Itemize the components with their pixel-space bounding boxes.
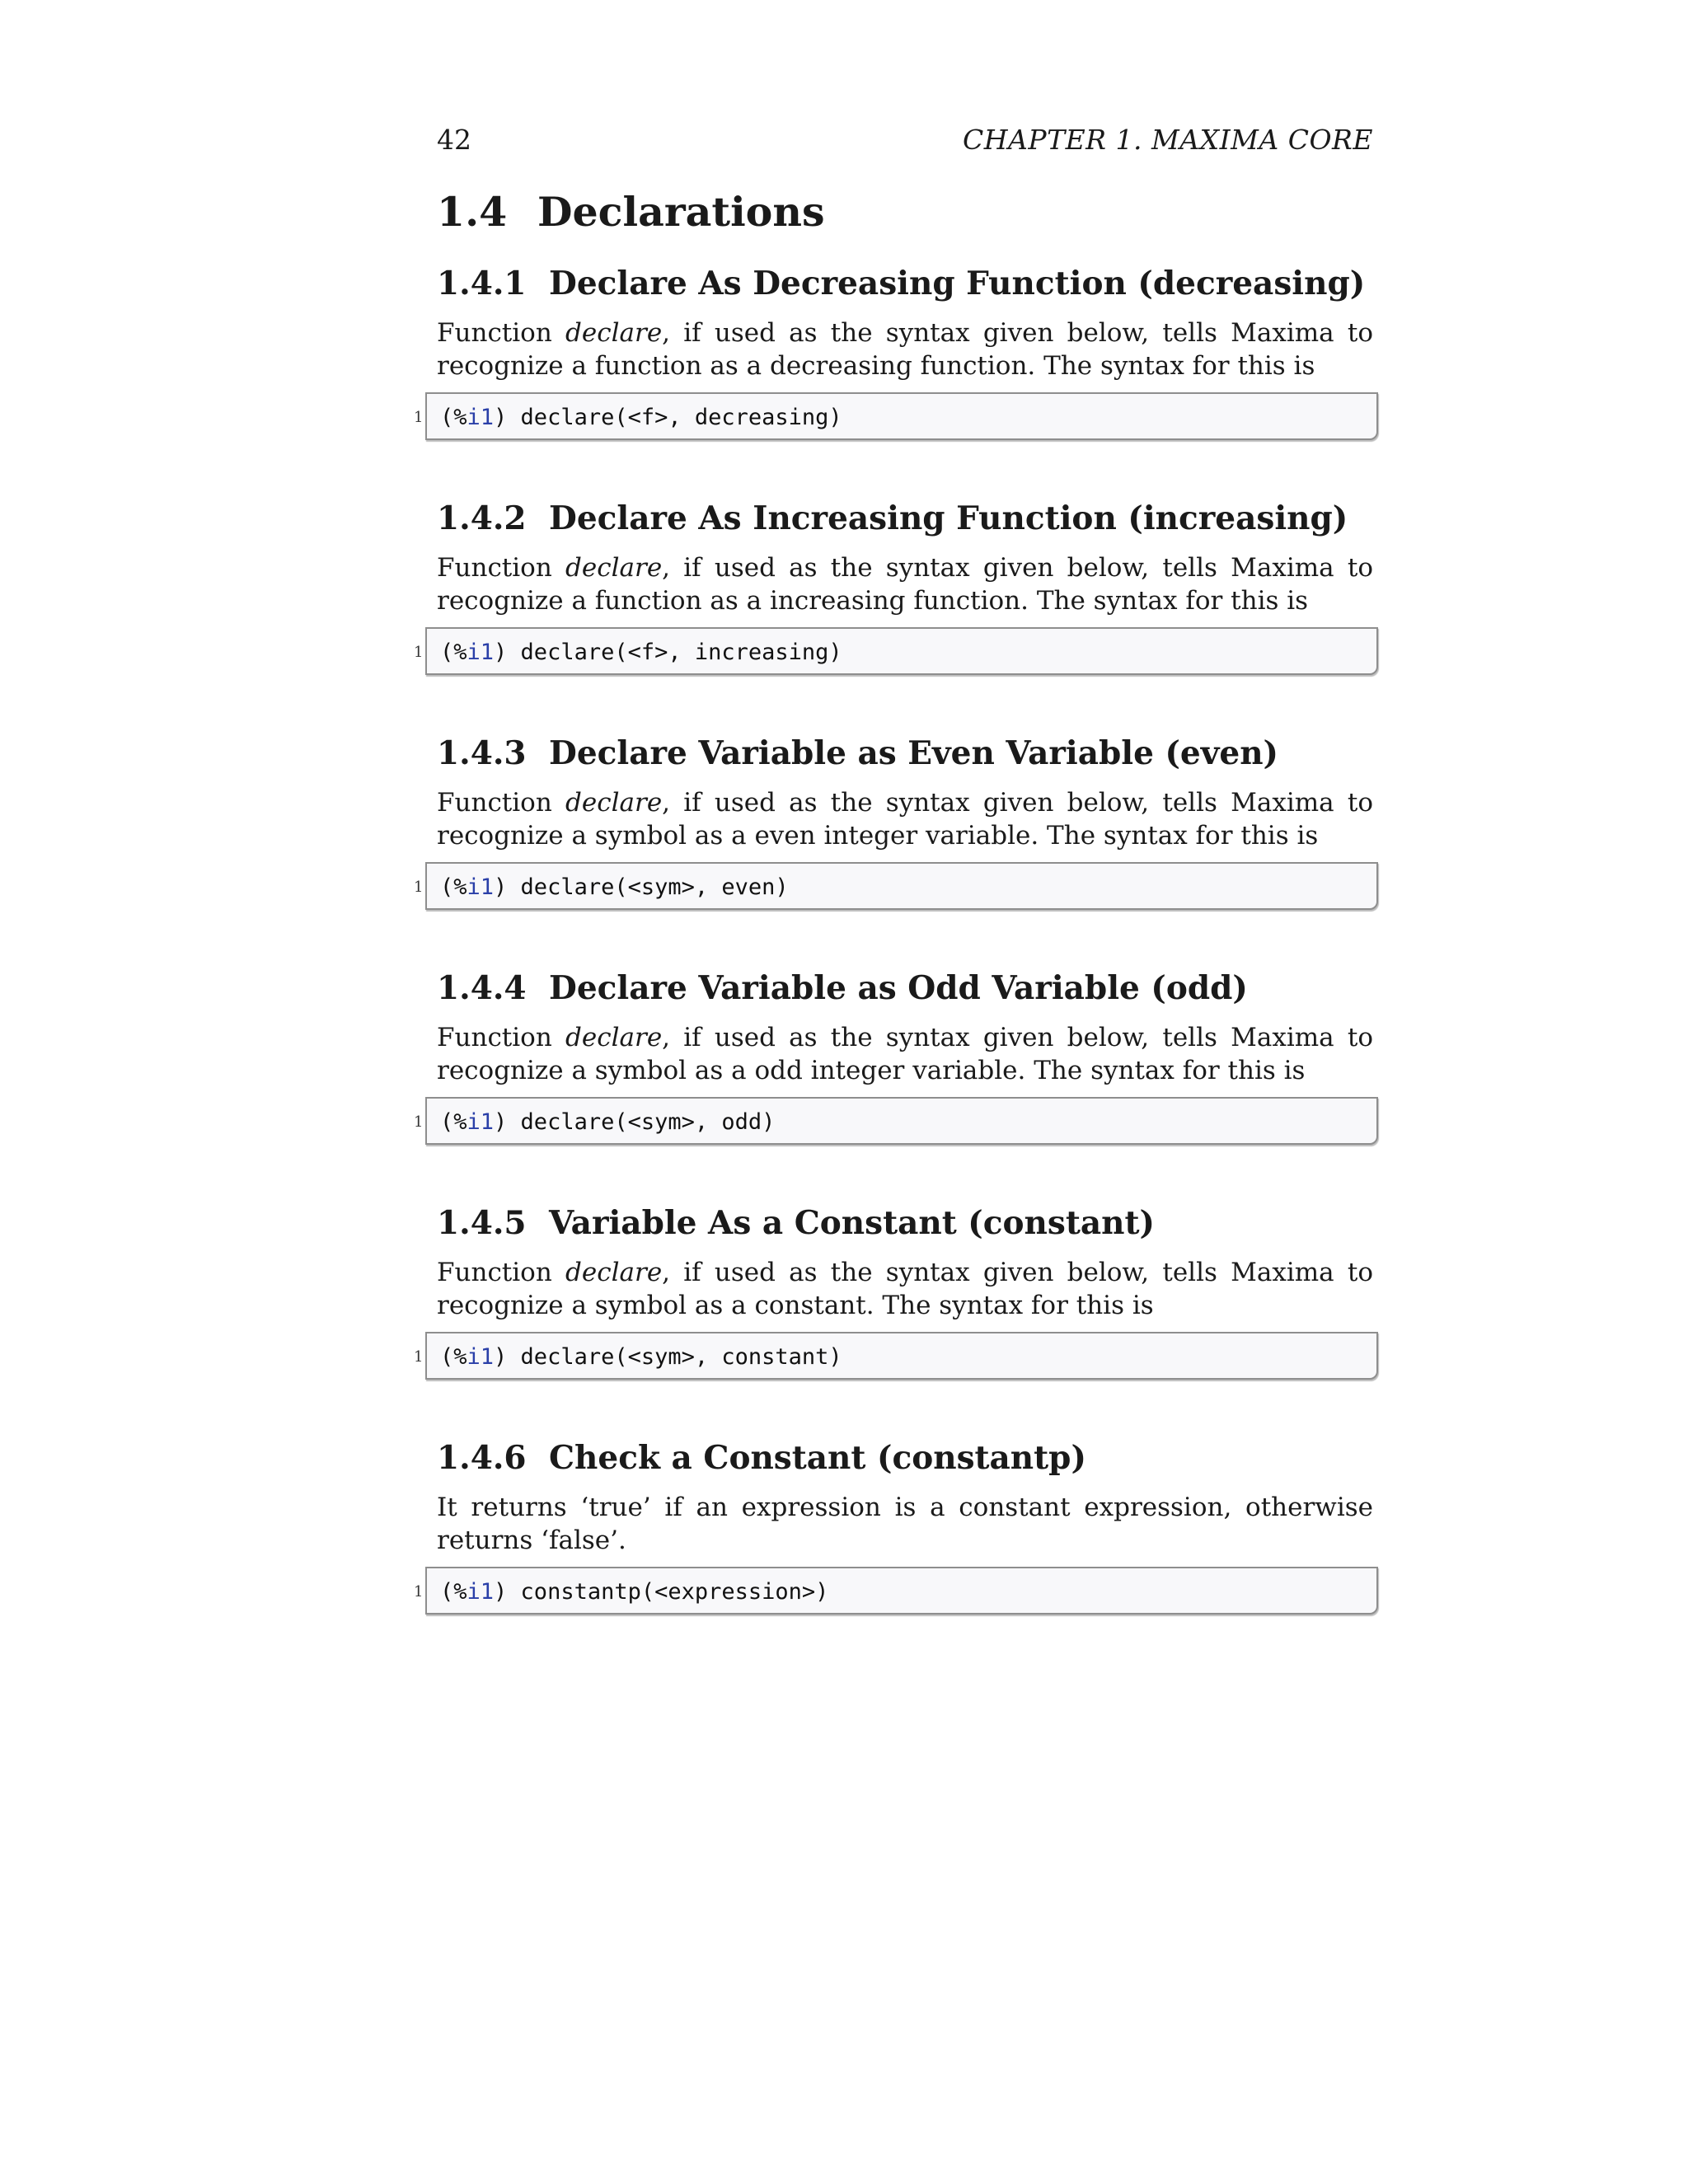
code-prompt-label: i1 — [467, 640, 495, 665]
code-box — [425, 1097, 1378, 1145]
paragraph-emphasis: declare — [565, 1023, 663, 1052]
subsection-number: 1.4.5 — [437, 1204, 527, 1242]
code-prompt-label: i1 — [467, 1109, 495, 1135]
subsection-increasing — [414, 497, 1373, 677]
section-heading — [437, 188, 825, 236]
paragraph-text: Function — [437, 1258, 566, 1287]
code-listing — [414, 392, 1380, 442]
code-box — [425, 1567, 1378, 1615]
subsection-heading — [437, 967, 1373, 1010]
code-prompt: ) — [494, 1344, 508, 1370]
code-prompt: (% — [440, 640, 467, 665]
code-prompt: ) — [494, 1579, 508, 1605]
subsection-title: Declare As Increasing Function (increasing) — [549, 499, 1348, 537]
subsection-heading — [437, 1202, 1373, 1244]
code-listing — [414, 1332, 1380, 1381]
code-prompt-label: i1 — [467, 1579, 495, 1605]
code-statement: declare(<f>, increasing) — [507, 640, 842, 665]
code-line — [440, 1579, 828, 1605]
subsection-title: Declare Variable as Odd Variable (odd) — [549, 969, 1248, 1007]
subsection-heading — [437, 262, 1373, 305]
code-line-number: 1 — [414, 879, 424, 896]
subsection-number: 1.4.6 — [437, 1439, 527, 1477]
paragraph-text: , if used as the syntax given below, tells Maxima to recognize a symbol as a odd integer variable. The syntax for this is — [437, 1023, 1373, 1085]
code-line — [440, 405, 842, 430]
subsection-heading — [437, 497, 1373, 540]
subsection-heading — [437, 1436, 1373, 1479]
code-prompt: ) — [494, 874, 508, 900]
subsection-odd — [414, 967, 1373, 1146]
subsection-title: Check a Constant (constantp) — [549, 1439, 1086, 1477]
paragraph-text: It returns ‘true’ if an expression is a constant expression, otherwise returns ‘false’. — [437, 1493, 1373, 1555]
paragraph-text: , if used as the syntax given below, tells Maxima to recognize a symbol as a even integer variable. The syntax for this is — [437, 788, 1373, 851]
code-statement: declare(<sym>, odd) — [507, 1109, 776, 1135]
code-box — [425, 862, 1378, 910]
paragraph — [437, 1491, 1373, 1557]
code-listing — [414, 627, 1380, 677]
subsection-heading — [437, 732, 1373, 775]
paragraph — [437, 316, 1373, 382]
paragraph-emphasis: declare — [565, 553, 663, 583]
paragraph-emphasis: declare — [565, 1258, 663, 1287]
paragraph-text: Function — [437, 788, 566, 818]
code-prompt: ) — [494, 405, 508, 430]
code-box — [425, 1332, 1378, 1380]
paragraph-text: , if used as the syntax given below, tells Maxima to recognize a symbol as a constant. The syntax for this is — [437, 1258, 1373, 1320]
code-line — [440, 640, 842, 665]
page-number: 42 — [437, 124, 471, 156]
subsection-number: 1.4.2 — [437, 499, 527, 537]
code-line — [440, 1344, 842, 1370]
paragraph-text: , if used as the syntax given below, tells Maxima to recognize a function as a increasing function. The syntax for this is — [437, 553, 1373, 616]
code-prompt: (% — [440, 405, 467, 430]
code-prompt: (% — [440, 1579, 467, 1605]
code-listing — [414, 862, 1380, 912]
code-line — [440, 1109, 775, 1135]
code-box — [425, 627, 1378, 675]
code-statement: declare(<f>, decreasing) — [507, 405, 842, 430]
code-statement: constantp(<expression>) — [507, 1579, 829, 1605]
code-line-number: 1 — [414, 644, 424, 661]
paragraph — [437, 1256, 1373, 1322]
subsection-constant — [414, 1202, 1373, 1381]
code-line — [440, 874, 789, 900]
code-prompt-label: i1 — [467, 1344, 495, 1370]
section-title-text: Declarations — [537, 188, 825, 236]
code-listing — [414, 1097, 1380, 1146]
code-box — [425, 392, 1378, 440]
code-statement: declare(<sym>, even) — [507, 874, 789, 900]
subsection-number: 1.4.3 — [437, 734, 527, 772]
code-prompt: (% — [440, 874, 467, 900]
subsection-number: 1.4.1 — [437, 265, 527, 302]
subsection-title: Declare Variable as Even Variable (even) — [549, 734, 1279, 772]
paragraph-emphasis: declare — [565, 318, 663, 348]
code-prompt: (% — [440, 1109, 467, 1135]
paragraph-text: Function — [437, 318, 566, 348]
subsection-number: 1.4.4 — [437, 969, 527, 1007]
code-prompt-label: i1 — [467, 874, 495, 900]
subsection-title: Declare As Decreasing Function (decreasing) — [549, 265, 1366, 302]
subsection-title: Variable As a Constant (constant) — [549, 1204, 1155, 1242]
subsection-decreasing — [414, 262, 1373, 442]
paragraph — [437, 1021, 1373, 1087]
code-line-number: 1 — [414, 1113, 424, 1131]
code-prompt: ) — [494, 640, 508, 665]
subsection-even — [414, 732, 1373, 912]
paragraph-text: Function — [437, 1023, 566, 1052]
section-number: 1.4 — [437, 188, 508, 236]
code-listing — [414, 1567, 1380, 1616]
code-prompt: ) — [494, 1109, 508, 1135]
paragraph — [437, 551, 1373, 617]
code-line-number: 1 — [414, 1348, 424, 1366]
code-statement: declare(<sym>, constant) — [507, 1344, 842, 1370]
running-header — [437, 124, 1373, 165]
code-prompt-label: i1 — [467, 405, 495, 430]
paragraph-text: , if used as the syntax given below, tells Maxima to recognize a function as a decreasing function. The syntax for this is — [437, 318, 1373, 381]
subsection-constantp — [414, 1436, 1373, 1616]
paragraph — [437, 786, 1373, 852]
paragraph-text: Function — [437, 553, 566, 583]
code-line-number: 1 — [414, 409, 424, 426]
code-prompt: (% — [440, 1344, 467, 1370]
paragraph-emphasis: declare — [565, 788, 663, 818]
code-line-number: 1 — [414, 1583, 424, 1601]
chapter-title: CHAPTER 1. MAXIMA CORE — [963, 124, 1373, 156]
